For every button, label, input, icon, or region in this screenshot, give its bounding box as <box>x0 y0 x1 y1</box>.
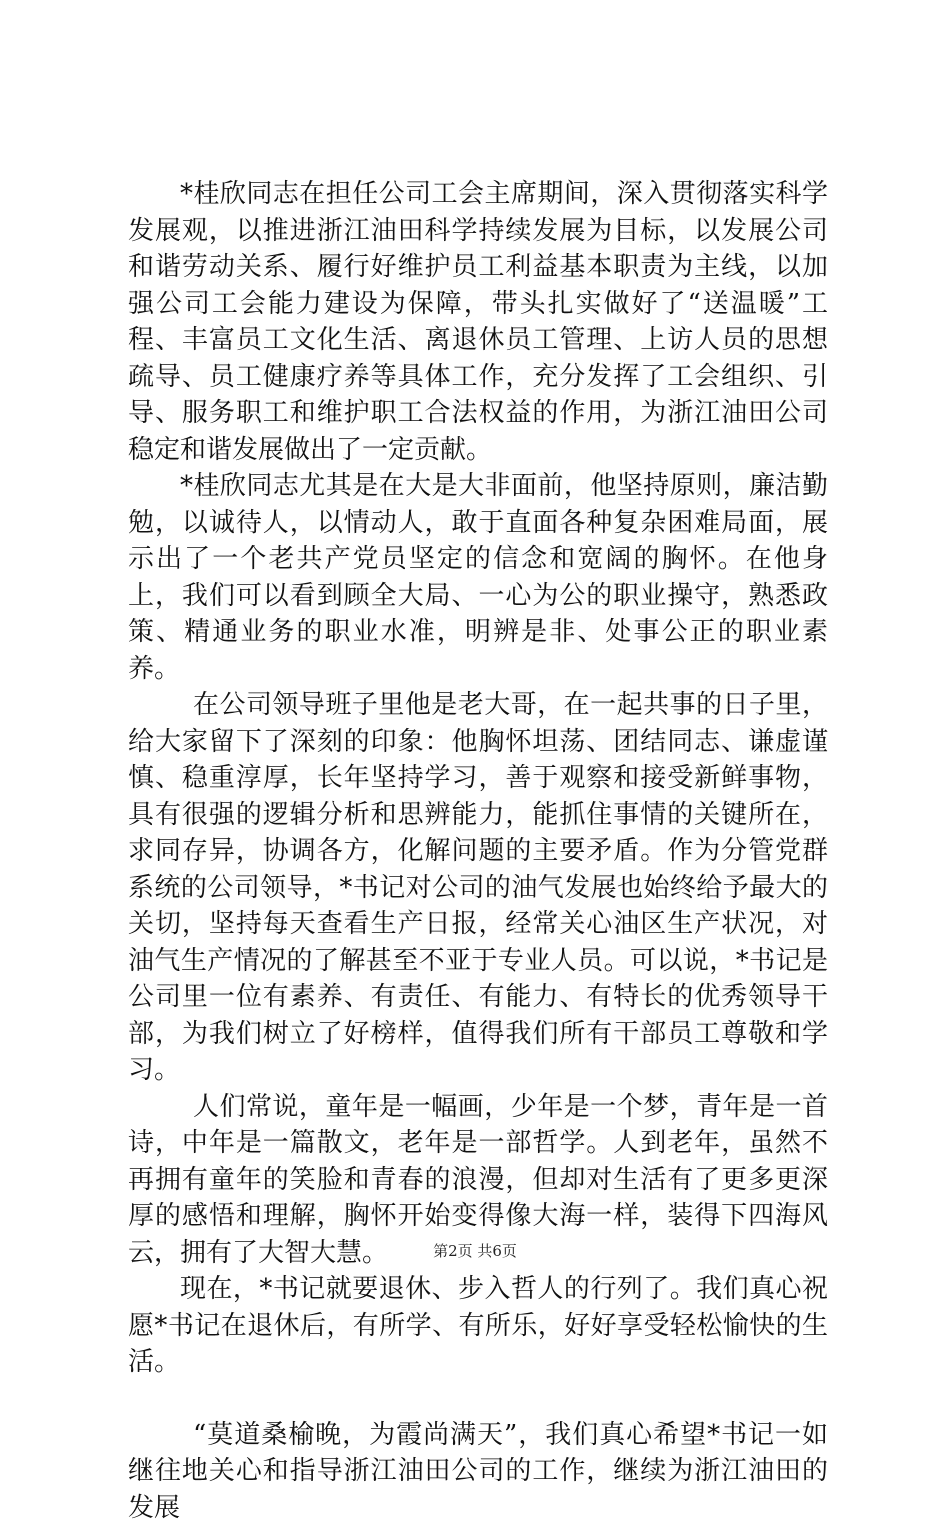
paragraph-4: 人们常说，童年是一幅画，少年是一个梦，青年是一首诗，中年是一篇散文，老年是一部哲学。人到老年，虽然不再拥有童年的笑脸和青春的浪漫，但却对生活有了更多更深厚的感悟和理解，胸怀开始变得像大海一样，装得下四海风云，拥有了大智大慧。 <box>128 1089 828 1272</box>
paragraph-6: “莫道桑榆晚，为霞尚满天”，我们真心希望*书记一如继往地关心和指导浙江油田公司的工作，继续为浙江油田的发展 <box>128 1417 828 1526</box>
paragraph-2: *桂欣同志尤其是在大是大非面前，他坚持原则，廉洁勤勉，以诚待人，以情动人，敢于直面各种复杂困难局面，展示出了一个老共产党员坚定的信念和宽阔的胸怀。在他身上，我们可以看到顾全大局、一心为公的职业操守，熟悉政策、精通业务的职业水准，明辨是非、处事公正的职业素养。 <box>128 468 828 687</box>
paragraph-5: 现在，*书记就要退休、步入哲人的行列了。我们真心祝愿*书记在退休后，有所学、有所乐，好好享受轻松愉快的生活。 <box>128 1271 828 1381</box>
document-body <box>128 176 828 1526</box>
paragraph-3: 在公司领导班子里他是老大哥，在一起共事的日子里，给大家留下了深刻的印象：他胸怀坦荡、团结同志、谦虚谨慎、稳重淳厚，长年坚持学习，善于观察和接受新鲜事物，具有很强的逻辑分析和思辨能力，能抓住事情的关键所在，求同存异，协调各方，化解问题的主要矛盾。作为分管党群系统的公司领导，*书记对公司的油气发展也始终给予最大的关切，坚持每天查看生产日报，经常关心油区生产状况，对油气生产情况的了解甚至不亚于专业人员。可以说，*书记是公司里一位有素养、有责任、有能力、有特长的优秀领导干部，为我们树立了好榜样，值得我们所有干部员工尊敬和学习。 <box>128 687 828 1089</box>
page-number-footer: 第2页 共6页 <box>0 1241 950 1261</box>
paragraph-1: *桂欣同志在担任公司工会主席期间，深入贯彻落实科学发展观，以推进浙江油田科学持续发展为目标，以发展公司和谐劳动关系、履行好维护员工利益基本职责为主线，以加强公司工会能力建设为保障，带头扎实做好了“送温暖”工程、丰富员工文化生活、离退休员工管理、上访人员的思想疏导、员工健康疗养等具体工作，充分发挥了工会组织、引导、服务职工和维护职工合法权益的作用，为浙江油田公司稳定和谐发展做出了一定贡献。 <box>128 176 828 468</box>
